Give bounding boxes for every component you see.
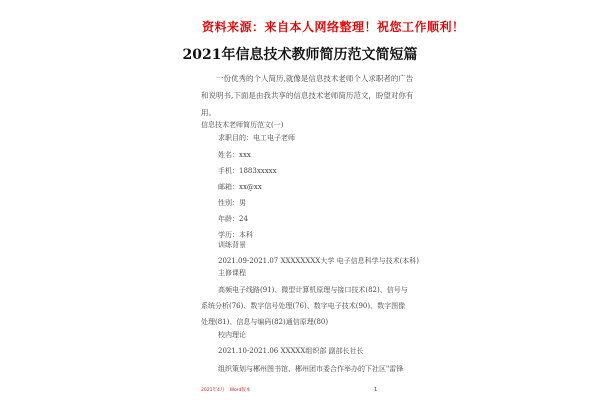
section-heading: 信息技术老师简历范文(一) (201, 121, 284, 129)
footer-date: 2021年4月 (201, 388, 225, 393)
resume-field: 性别：男 (218, 199, 246, 207)
resume-field: 邮箱：xx@xx (218, 183, 262, 191)
footer-label: Word版本 (229, 388, 251, 393)
course-line: 系统分析(76)、数字信号处理(76)、数字电子技术(90)、数字图像 (201, 302, 406, 310)
resume-field: 手机：1883xxxxx (218, 167, 277, 175)
source-note: 资料来源：来自本人网络整理！祝您工作顺利！ (202, 20, 465, 34)
section-heading: 主修课程 (218, 269, 246, 277)
page-footer (201, 387, 254, 393)
intro-line: 一份优秀的个人简历,就像是信息技术老师个人求职者的广告 (216, 74, 414, 83)
section-heading: 训练背景 (218, 241, 246, 249)
experience-entry: 2021.10-2021.06 XXXXX组织部 副部长社长 (218, 347, 364, 355)
section-heading: 校内理论 (218, 331, 246, 339)
education-entry: 2021.09-2021.07 XXXXXXXX大学 电子信息科学与技术(本科) (218, 257, 420, 265)
page-number: 1 (374, 387, 378, 393)
course-line: 高频电子线路(91)、微型计算机原理与接口技术(82)、信号与 (218, 286, 408, 294)
resume-field: 求职目的：电工电子老师 (218, 134, 295, 142)
experience-line: 组织策划与郴州图书馆、郴州团市委合作举办的下社区"雷锋 (218, 365, 404, 373)
course-line: 处理(81)、信息与编码(82)通信原理(80) (201, 318, 329, 326)
resume-field: 年龄：24 (218, 215, 248, 223)
intro-line: 和说明书,下面是由我共享的信息技术老师简历范文，盼望对你有用。 (201, 91, 414, 117)
resume-field: 学历：本科 (218, 231, 253, 239)
resume-field: 姓名：xxx (218, 151, 251, 159)
document-title: 2021年信息技术教师简历范文简短篇 (182, 47, 418, 63)
